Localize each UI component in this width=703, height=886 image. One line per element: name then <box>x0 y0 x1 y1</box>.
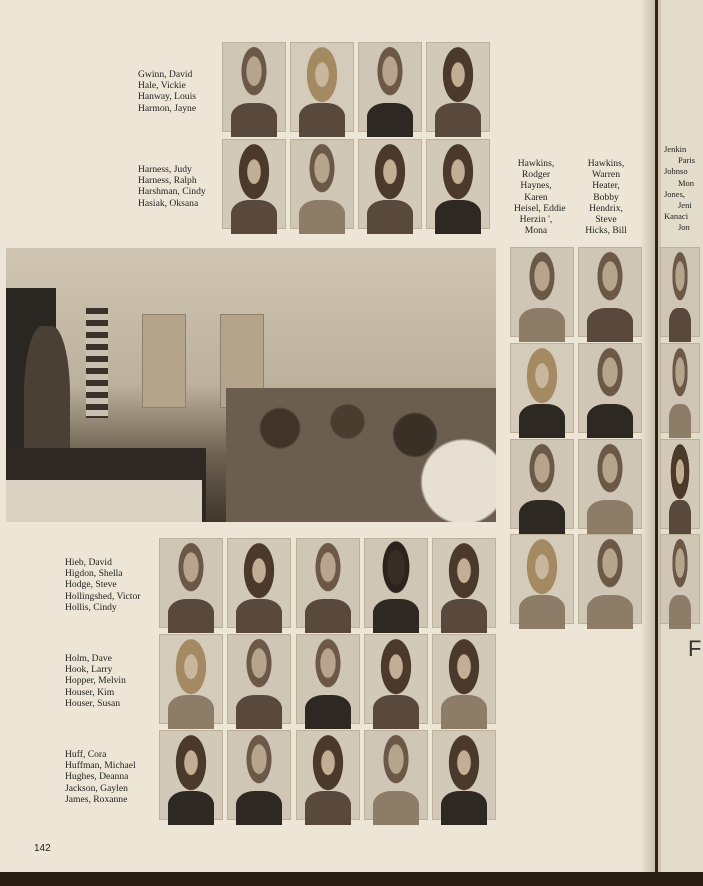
portrait-photo <box>222 139 286 229</box>
portrait-photo <box>660 439 700 529</box>
name: Jackson, Gaylen <box>65 782 128 794</box>
portrait-photo <box>432 730 496 820</box>
names-column-left <box>514 158 566 237</box>
name: Harness, Ralph <box>138 175 197 187</box>
portrait-photo <box>510 343 574 433</box>
portrait-photo <box>358 42 422 132</box>
name: Paris <box>678 155 695 166</box>
name: Jon <box>678 222 690 233</box>
name: Rodger <box>521 169 551 181</box>
portrait-photo <box>578 534 642 624</box>
portrait-photo <box>227 538 291 628</box>
name: Haynes, <box>520 180 552 192</box>
name: Hanway, Louis <box>138 91 196 103</box>
name: Hughes, Deanna <box>65 771 129 783</box>
names-group-4 <box>65 653 126 709</box>
portrait-photo <box>660 247 700 337</box>
name: Herzin ', <box>519 214 553 226</box>
next-page-names <box>664 144 695 234</box>
name: Jenkin <box>664 144 687 154</box>
name: Heisel, Eddie <box>514 202 566 214</box>
name: Heater, <box>592 180 620 192</box>
name: Hawkins, <box>587 158 625 169</box>
name: Gwinn, David <box>138 69 193 80</box>
portrait-photo <box>358 139 422 229</box>
next-page-heading-letter: F <box>688 636 702 661</box>
portrait-photo <box>159 634 223 724</box>
name: Hicks, Bill <box>585 225 627 237</box>
name: Hook, Larry <box>65 664 113 676</box>
portrait-photo <box>578 343 642 433</box>
portrait-photo <box>510 534 574 624</box>
names-column-right <box>584 158 628 236</box>
name: Hieb, David <box>65 557 112 568</box>
name: Karen <box>524 191 548 203</box>
name: Warren <box>592 169 620 181</box>
portrait-photo <box>290 42 354 132</box>
name: Huff, Cora <box>65 749 107 760</box>
name: Hodge, Steve <box>65 579 117 591</box>
portrait-photo <box>159 538 223 628</box>
name: Mon <box>678 177 695 188</box>
portrait-photo <box>296 634 360 724</box>
portrait-photo <box>364 730 428 820</box>
flag <box>86 308 108 418</box>
name: Jeni <box>678 200 692 211</box>
name: Hale, Vickie <box>138 80 186 92</box>
portrait-photo <box>510 247 574 337</box>
names-group-1 <box>138 69 196 114</box>
name: Houser, Kim <box>65 686 115 698</box>
name: Huffman, Michael <box>65 760 136 772</box>
name: Bobby <box>593 191 619 203</box>
names-group-2 <box>138 164 206 209</box>
page-gutter <box>640 0 658 872</box>
portrait-photo <box>364 538 428 628</box>
portrait-photo <box>159 730 223 820</box>
portrait-photo <box>510 439 574 529</box>
desk-top <box>6 480 202 522</box>
portrait-photo <box>222 42 286 132</box>
name: Hendrix, <box>589 202 623 214</box>
portrait-photo <box>578 247 642 337</box>
name: Higdon, Shella <box>65 568 123 580</box>
name: James, Roxanne <box>65 793 128 805</box>
name: Jones, <box>664 188 686 199</box>
name: Johnso <box>664 166 688 177</box>
portrait-photo <box>290 139 354 229</box>
names-group-3 <box>65 557 140 613</box>
names-group-5 <box>65 749 136 805</box>
name: Harmon, Jayne <box>138 102 197 114</box>
name: Harshman, Cindy <box>138 186 206 198</box>
name: Hollingshed, Victor <box>65 590 141 602</box>
portrait-photo <box>426 139 490 229</box>
portrait-photo <box>660 343 700 433</box>
name: Hopper, Melvin <box>65 675 126 687</box>
portrait-photo <box>660 534 700 624</box>
wall-poster <box>142 314 186 408</box>
name: Harness, Judy <box>138 164 192 175</box>
name: Kanaci <box>664 211 689 222</box>
portrait-photo <box>364 634 428 724</box>
portrait-photo <box>227 730 291 820</box>
portrait-photo <box>578 439 642 529</box>
name: Hasiak, Oksana <box>138 197 199 209</box>
name: Hawkins, <box>517 158 555 169</box>
name: Hollis, Cindy <box>65 601 117 613</box>
classroom-photo <box>6 248 496 522</box>
name: Holm, Dave <box>65 653 112 664</box>
page-number: 142 <box>34 843 51 854</box>
portrait-photo <box>296 730 360 820</box>
portrait-photo <box>426 42 490 132</box>
portrait-photo <box>432 634 496 724</box>
portrait-photo <box>432 538 496 628</box>
seated-students <box>226 388 496 522</box>
portrait-photo <box>296 538 360 628</box>
name: Houser, Susan <box>65 697 121 709</box>
portrait-photo <box>227 634 291 724</box>
name: Mona <box>524 225 548 237</box>
name: Steve <box>595 214 617 226</box>
